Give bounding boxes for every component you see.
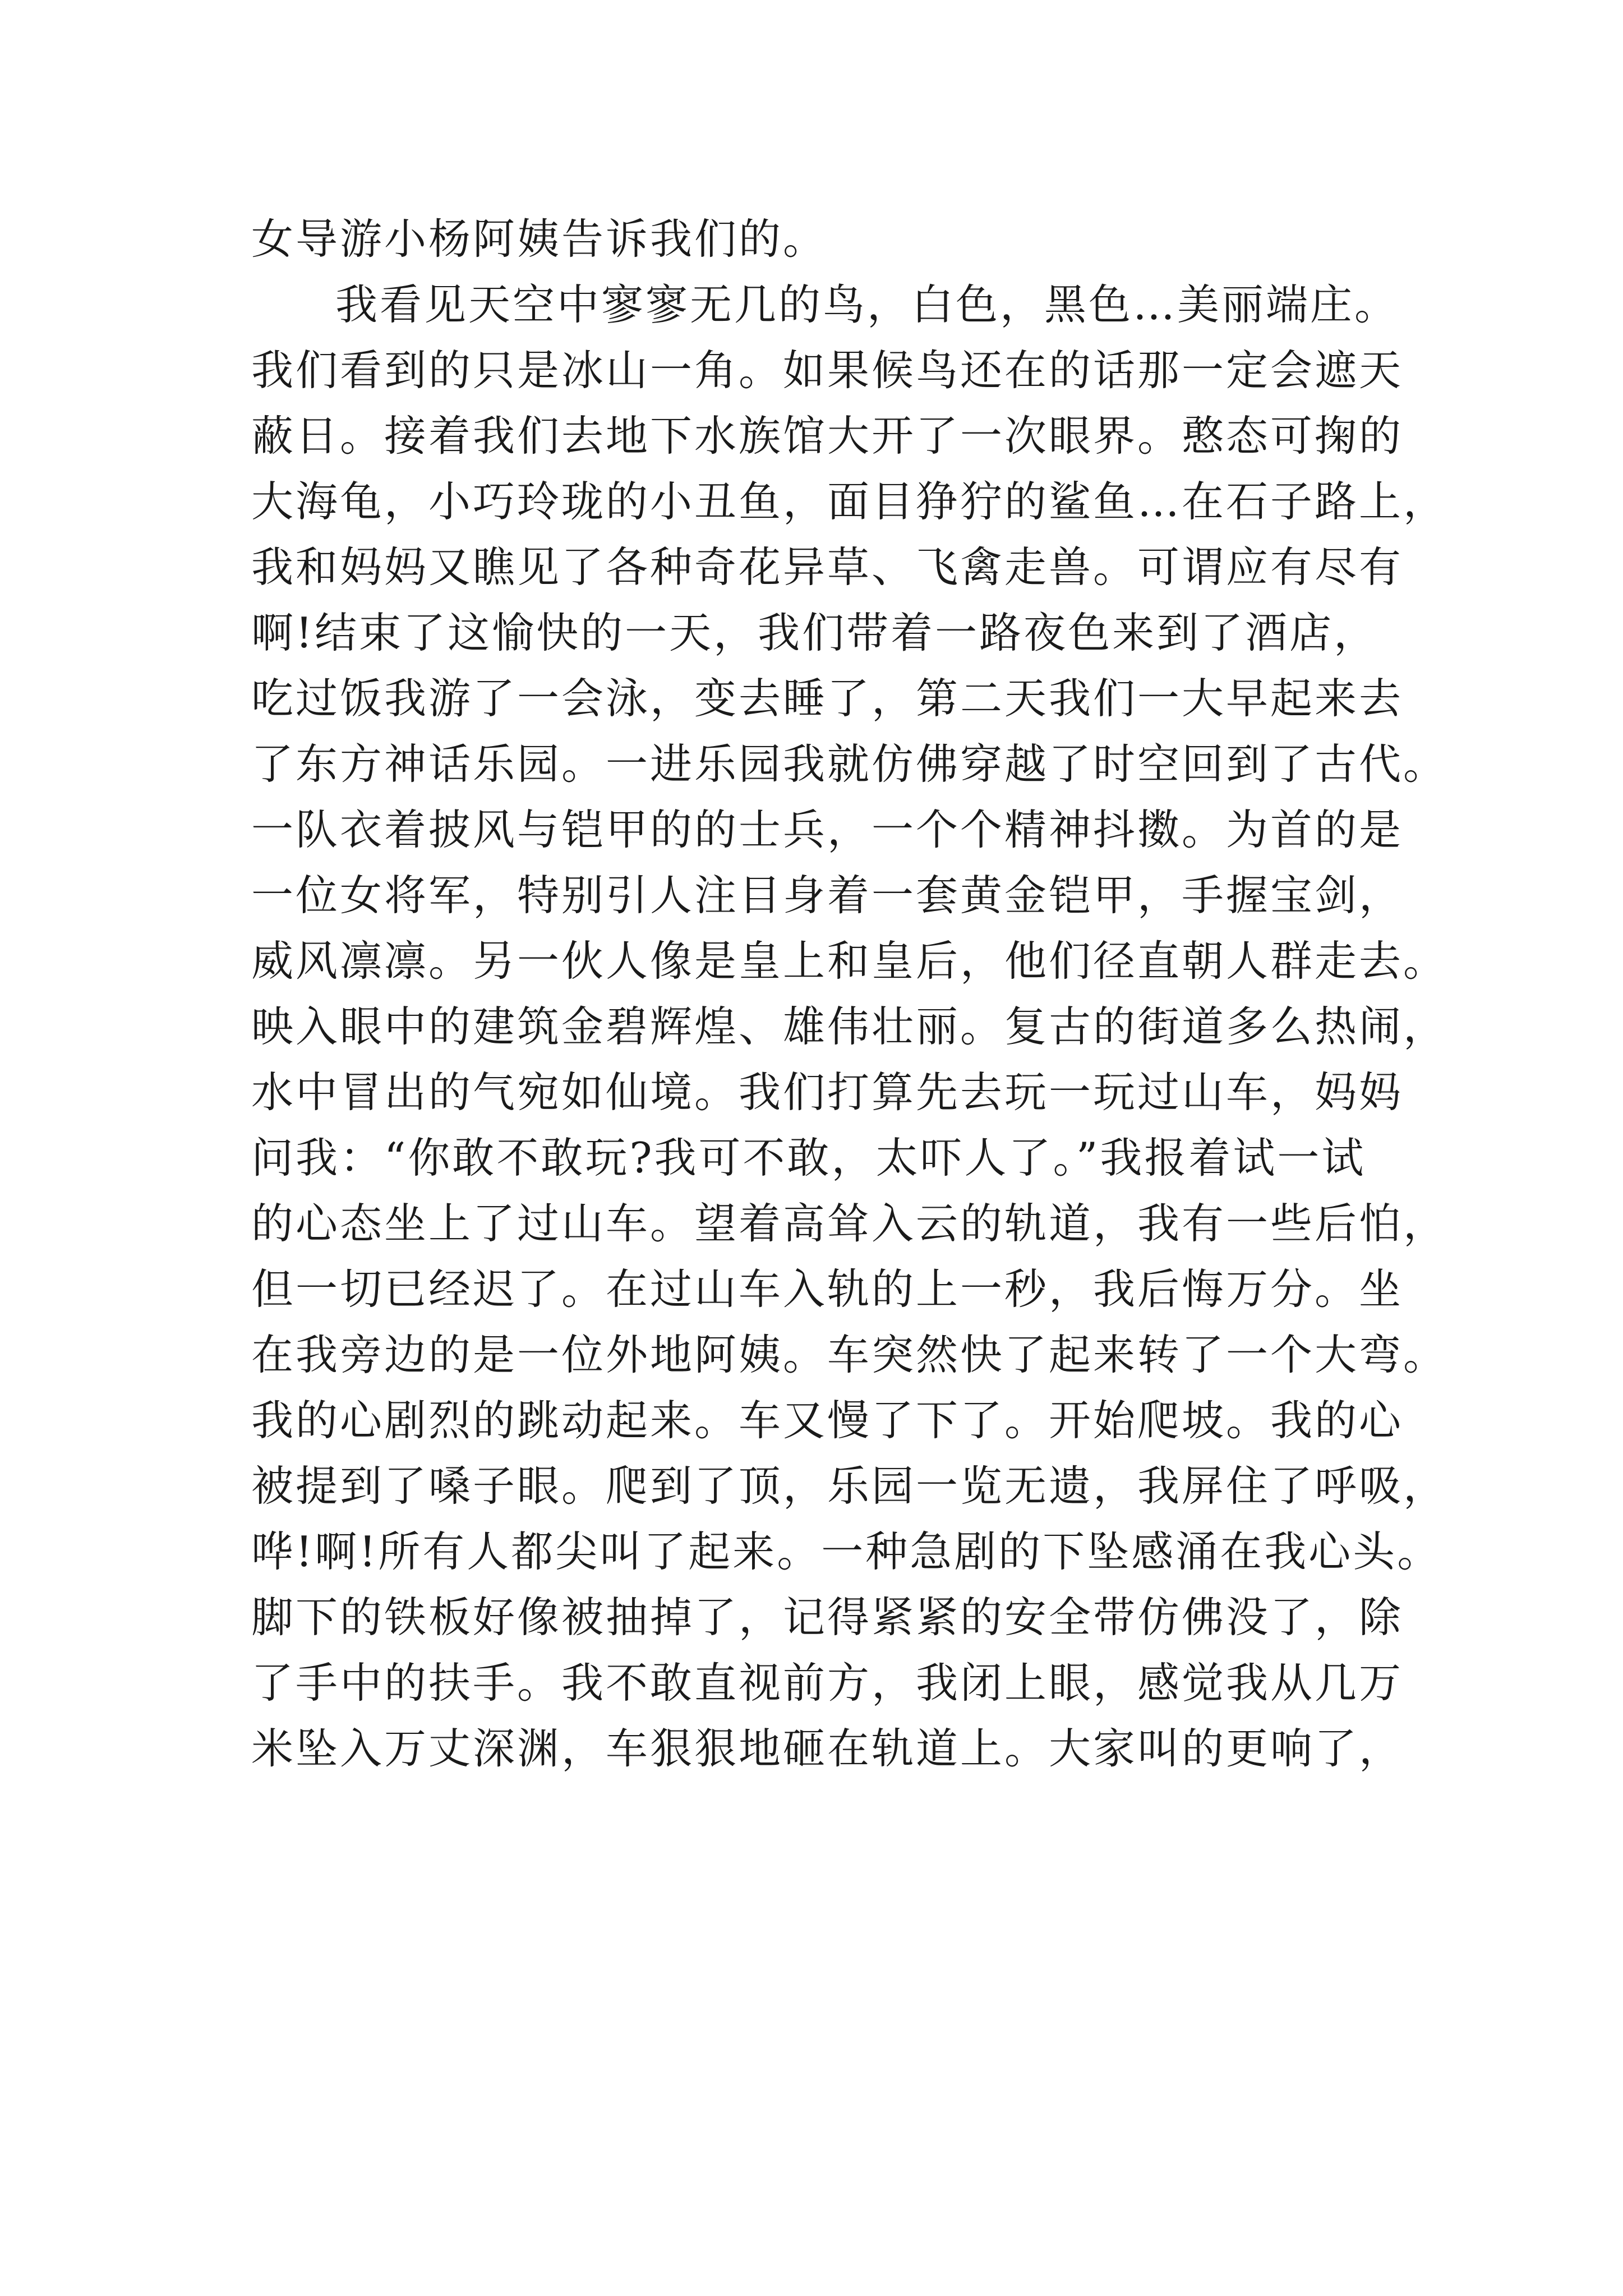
text-line-18: 在我旁边的是一位外地阿姨。车突然快了起来转了一个大弯。 bbox=[251, 1330, 1448, 1379]
text-line-4: 蔽日。接着我们去地下水族馆大开了一次眼界。憨态可掬的 bbox=[251, 411, 1404, 461]
text-line-2: 我看见天空中寥寥无几的鸟，白色，黑色…美丽端庄。 bbox=[335, 280, 1399, 329]
text-line-20: 被提到了嗓子眼。爬到了顶，乐园一览无遗，我屏住了呼吸， bbox=[251, 1461, 1448, 1511]
text-line-22: 脚下的铁板好像被抽掉了，记得紧紧的安全带仿佛没了，除 bbox=[251, 1593, 1404, 1642]
text-line-6: 我和妈妈又瞧见了各种奇花异草、飞禽走兽。可谓应有尽有 bbox=[251, 542, 1404, 592]
text-line-14: 水中冒出的气宛如仙境。我们打算先去玩一玩过山车，妈妈 bbox=[251, 1068, 1404, 1117]
text-line-13: 映入眼中的建筑金碧辉煌、雄伟壮丽。复古的街道多么热闹， bbox=[251, 1002, 1448, 1051]
text-line-8: 吃过饭我游了一会泳，变去睡了，第二天我们一大早起来去 bbox=[251, 674, 1404, 723]
text-line-3: 我们看到的只是冰山一角。如果候鸟还在的话那一定会遮天 bbox=[251, 346, 1404, 395]
text-line-1: 女导游小杨阿姨告诉我们的。 bbox=[251, 214, 828, 264]
text-line-21: 哗!啊!所有人都尖叫了起来。一种急剧的下坠感涌在我心头。 bbox=[251, 1527, 1442, 1576]
text-line-7: 啊!结束了这愉快的一天，我们带着一路夜色来到了酒店， bbox=[251, 608, 1378, 657]
text-line-5: 大海龟，小巧玲珑的小丑鱼，面目狰狞的鲨鱼…在石子路上， bbox=[251, 477, 1448, 526]
text-line-12: 威风凛凛。另一伙人像是皇上和皇后，他们径直朝人群走去。 bbox=[251, 936, 1448, 986]
text-line-15: 问我：“你敢不敢玩?我可不敢，太吓人了。”我报着试一试 bbox=[251, 1133, 1366, 1182]
text-line-17: 但一切已经迟了。在过山车入轨的上一秒，我后悔万分。坐 bbox=[251, 1264, 1404, 1314]
text-line-10: 一队衣着披风与铠甲的的士兵，一个个精神抖擞。为首的是 bbox=[251, 805, 1404, 854]
text-line-16: 的心态坐上了过山车。望着高耸入云的轨道，我有一些后怕， bbox=[251, 1199, 1448, 1248]
text-line-9: 了东方神话乐园。一进乐园我就仿佛穿越了时空回到了古代。 bbox=[251, 739, 1448, 789]
essay-text bbox=[251, 206, 1448, 1782]
text-line-23: 了手中的扶手。我不敢直视前方，我闭上眼，感觉我从几万 bbox=[251, 1658, 1404, 1708]
text-line-11: 一位女将军，特别引人注目身着一套黄金铠甲，手握宝剑， bbox=[251, 871, 1404, 920]
text-line-24: 米坠入万丈深渊，车狠狠地砸在轨道上。大家叫的更响了， bbox=[251, 1724, 1404, 1773]
text-line-19: 我的心剧烈的跳动起来。车又慢了下了。开始爬坡。我的心 bbox=[251, 1396, 1404, 1445]
